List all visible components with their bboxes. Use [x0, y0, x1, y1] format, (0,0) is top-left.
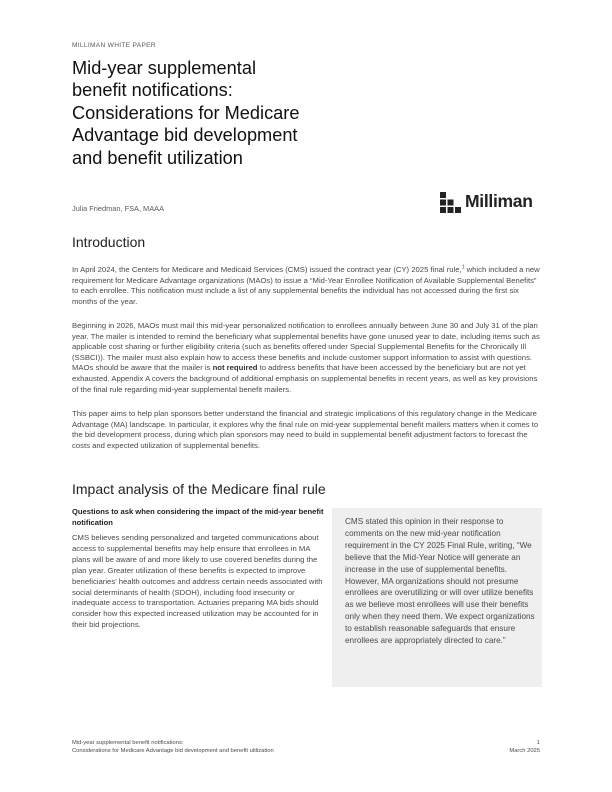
footer-meta	[470, 740, 540, 755]
footnote-marker[interactable]: 1	[461, 264, 465, 271]
publication-date: March 2025	[509, 747, 540, 754]
document-title	[72, 57, 372, 169]
intro-paragraph-2: Beginning in 2026, MAOs must mail this mid-year personalized notification to enrollees annually between June 30 and July 31 of the plan year. The mailer is intended to remind the beneficiary what supplemental benefits have gone unused year to date, including items such as applicable cost sharing or further eligibility criteria (such as benefits offered under Special Supplemental Benefits for the Chronically Ill (SSBCI)). The mailer must also explain how to access these benefits and include customer support information to assist with questions. MAOs should be aware that the mailer is not required to address benefits that have been accessed by the beneficiary but are not yet exhausted. Appendix A covers the background of additional emphasis on supplemental benefits in recent years, as well as key provisions of the final rule regarding mid-year supplemental benefit mailers.	[72, 321, 540, 394]
impact-heading: Impact analysis of the Medicare final rule	[72, 481, 326, 497]
impact-body-text: CMS believes sending personalized and targeted communications about access to supplemental benefits may help ensure that enrollees in MA plans will be aware of and more likely to use covered benefits during the plan year. Greater utilization of these benefits is expected to improve beneficiaries’ health outcomes and address certain needs associated with social determinants of health (SDOH), including food insecurity or inadequate access to transportation. Actuaries preparing MA bids should consider how this expected increased utilization may be accounted for in their bid projections.	[72, 533, 323, 630]
milliman-logo-mark-icon	[440, 192, 461, 213]
author-byline: Julia Friedman, FSA, MAAA	[72, 204, 165, 213]
title-line: Considerations for Medicare	[72, 102, 300, 123]
milliman-wordmark: Milliman	[465, 191, 533, 211]
document-kicker: MILLIMAN WHITE PAPER	[72, 42, 156, 49]
quote-callout-text: CMS stated this opinion in their response to comments on the new mid-year notification requirement in the CY 2025 Final Rule, writing, “We believe that the Mid-Year Notice will generate an increase in the use of supplemental benefits. However, MA organizations should not presume enrollees are overutilizing or will over utilize benefits as we believe most enrollees will use their benefits only when they need them. We expect organizations to establish reasonable safeguards that ensure enrollees are appropriately directed to care.”	[345, 517, 535, 646]
emphasis-not-required: not required	[212, 363, 258, 373]
title-line: benefit notifications:	[72, 80, 233, 101]
intro-paragraph-3: This paper aims to help plan sponsors better understand the financial and strategic implications of this regulatory change in the Medicare Advantage (MA) landscape. In particular, it explores why the final rule on mid-year supplemental benefit mailers matters when it comes to the bid development process, during which plan sponsors may need to build in supplemental benefit adjustment factors to forecast the costs and expected utilization of supplemental benefits.	[72, 409, 539, 450]
footer-line: Mid-year supplemental benefit notifications:	[72, 740, 184, 746]
impact-subheading: Questions to ask when considering the impact of the mid-year benefit notification	[72, 507, 324, 527]
milliman-logo	[440, 192, 540, 214]
page-number: 1	[536, 740, 540, 746]
footer-line: Considerations for Medicare Advantage bid development and benefit utilization	[72, 747, 274, 754]
introduction-heading: Introduction	[72, 234, 146, 250]
intro-paragraph-1: In April 2024, the Centers for Medicare and Medicaid Services (CMS) issued the contract year (CY) 2025 final rule,$^1$ which included a new requirement for Medicare Advantage organizations (MAOs) to issue a “Mid-Year Enrollee Notification of Available Supplemental Benefits” to each enrollee. This notification must include a list of any supplemental benefits the individual has not accessed during the first six months of the year.	[72, 264, 540, 306]
footer-title	[72, 740, 274, 755]
title-line: and benefit utilization	[72, 147, 243, 168]
title-line: Mid-year supplemental	[72, 58, 256, 78]
title-line: Advantage bid development	[72, 125, 298, 146]
